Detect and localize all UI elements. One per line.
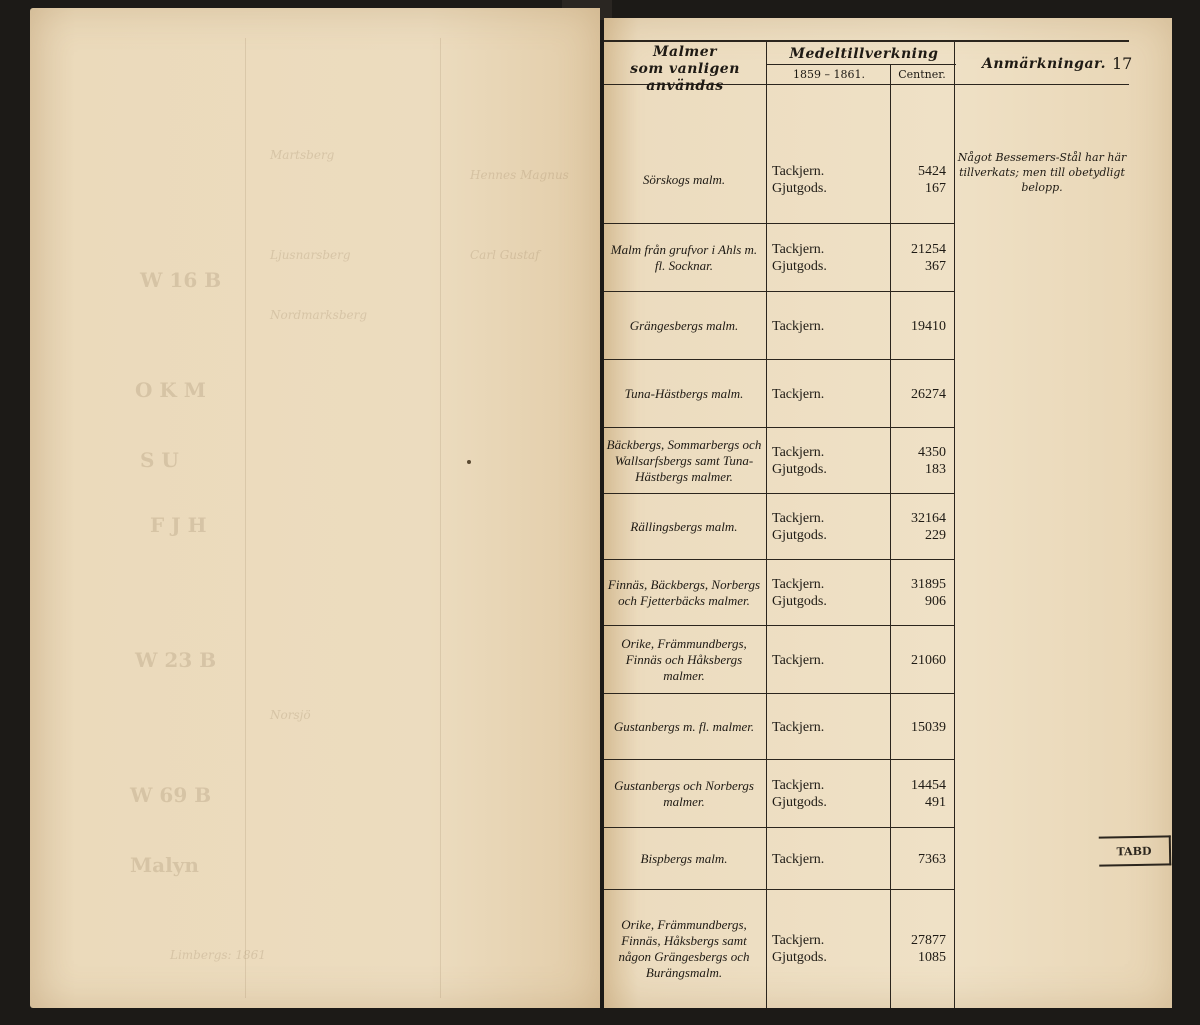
production-amount: 906 — [925, 594, 946, 609]
product-type: Gjutgods. — [772, 180, 827, 196]
product-type: Tackjern. — [772, 851, 825, 867]
production-amount: 367 — [925, 259, 946, 274]
production-amounts — [890, 292, 946, 360]
ore-name: Bispbergs malm. — [640, 851, 728, 866]
production-amounts — [890, 890, 946, 1008]
product-types — [772, 560, 882, 626]
product-type: Tackjern. — [772, 242, 825, 257]
product-types — [772, 694, 882, 760]
ore-name: Orike, Främmundbergs, Finnäs och Håksbergs malmer. — [621, 636, 747, 683]
production-amount: 19410 — [911, 318, 946, 334]
product-type: Tackjern. — [772, 511, 825, 526]
production-amounts — [890, 360, 946, 428]
ore-name: Gustanbergs och Norbergs malmer. — [614, 778, 754, 809]
ore-name: Malm från grufvor i Ahls m. fl. Socknar. — [610, 242, 758, 273]
ore-name: Finnäs, Bäckbergs, Norbergs och Fjetterbäcks malmer. — [607, 577, 761, 608]
product-types — [772, 890, 882, 1008]
product-type: Tackjern. — [772, 386, 825, 402]
production-amount: 14454 — [911, 778, 946, 793]
ore-name: Bäckbergs, Sommarbergs och Wallsarfsbergs samt Tuna-Hästbergs malmer. — [606, 437, 762, 484]
table-row — [604, 428, 1172, 494]
product-types — [772, 828, 882, 890]
archive-stamp: TABD — [1099, 835, 1172, 866]
table-row — [604, 694, 1172, 760]
product-type: Tackjern. — [772, 318, 825, 334]
production-amounts — [890, 694, 946, 760]
production-amounts — [890, 560, 946, 626]
product-type: Tackjern. — [772, 652, 825, 668]
product-types — [772, 428, 882, 494]
column-header-unit: Centner. — [898, 68, 946, 81]
ore-name: Tuna-Hästbergs malm. — [624, 386, 744, 401]
production-amounts — [890, 760, 946, 828]
product-type: Gjutgods. — [772, 259, 827, 274]
product-type: Gjutgods. — [772, 594, 827, 609]
product-type: Tackjern. — [772, 445, 825, 460]
product-types — [772, 626, 882, 694]
product-types — [772, 360, 882, 428]
product-types — [772, 135, 882, 224]
product-type: Gjutgods. — [772, 950, 827, 965]
remark-text: Något Bessemers-Stål har här tillverkats; men till obetydligt belopp. — [957, 151, 1127, 194]
column-header-period: 1859 – 1861. — [793, 68, 865, 81]
product-types — [772, 292, 882, 360]
ore-name: Grängesbergs malm. — [629, 318, 739, 333]
production-amount: 4350 — [918, 445, 946, 460]
product-type: Gjutgods. — [772, 795, 827, 810]
product-types — [772, 760, 882, 828]
table-row — [604, 224, 1172, 292]
table-row — [604, 626, 1172, 694]
product-types — [772, 224, 882, 292]
table-row — [604, 760, 1172, 828]
ore-name: Gustanbergs m. fl. malmer. — [613, 719, 755, 734]
production-amounts — [890, 828, 946, 890]
production-amount: 183 — [925, 462, 946, 477]
table-row — [604, 890, 1172, 1008]
production-amount: 1085 — [918, 950, 946, 965]
table-row — [604, 292, 1172, 360]
production-amount: 31895 — [911, 577, 946, 592]
product-type: Tackjern. — [772, 719, 825, 735]
production-amount: 229 — [925, 528, 946, 543]
column-header-remarks: Anmärkningar. — [982, 56, 1107, 72]
table-row — [604, 828, 1172, 890]
production-amount: 491 — [925, 795, 946, 810]
production-amount: 5424 — [918, 163, 946, 179]
ore-name: Orike, Främmundbergs, Finnäs, Håksbergs samt någon Grängesbergs och Burängsmalm. — [618, 917, 750, 980]
ore-name: Rällingsbergs malm. — [630, 519, 738, 534]
product-types — [772, 494, 882, 560]
production-amounts — [890, 135, 946, 224]
production-amounts — [890, 626, 946, 694]
table-row — [604, 560, 1172, 626]
production-amounts — [890, 224, 946, 292]
production-amount: 167 — [925, 180, 946, 196]
table-row — [604, 360, 1172, 428]
production-amount: 21060 — [911, 652, 946, 668]
product-type: Gjutgods. — [772, 462, 827, 477]
left-page: W 16 B O K M S U F J H W 23 B W 69 B Malyn Martsberg Ljusnarsberg Nordmarksberg Hennes Magnus Carl Gustaf Norsjö Limbergs: 1861 — [30, 8, 600, 1008]
right-page — [604, 18, 1172, 1008]
production-amount: 15039 — [911, 719, 946, 735]
product-type: Gjutgods. — [772, 528, 827, 543]
product-type: Tackjern. — [772, 933, 825, 948]
product-type: Tackjern. — [772, 577, 825, 592]
production-amount: 26274 — [911, 386, 946, 402]
column-header-ores: Malmer som vanligen användas — [630, 44, 740, 94]
ore-name: Sörskogs malm. — [642, 171, 726, 187]
column-header-production: Medeltillverkning — [789, 46, 939, 62]
page-number: 17 — [1112, 54, 1133, 73]
production-amount: 27877 — [911, 933, 946, 948]
product-type: Tackjern. — [772, 778, 825, 793]
production-amount: 32164 — [911, 511, 946, 526]
product-type: Tackjern. — [772, 163, 825, 179]
production-amounts — [890, 494, 946, 560]
production-amount: 7363 — [918, 851, 946, 867]
production-amount: 21254 — [911, 242, 946, 257]
production-amounts — [890, 428, 946, 494]
table-row — [604, 494, 1172, 560]
